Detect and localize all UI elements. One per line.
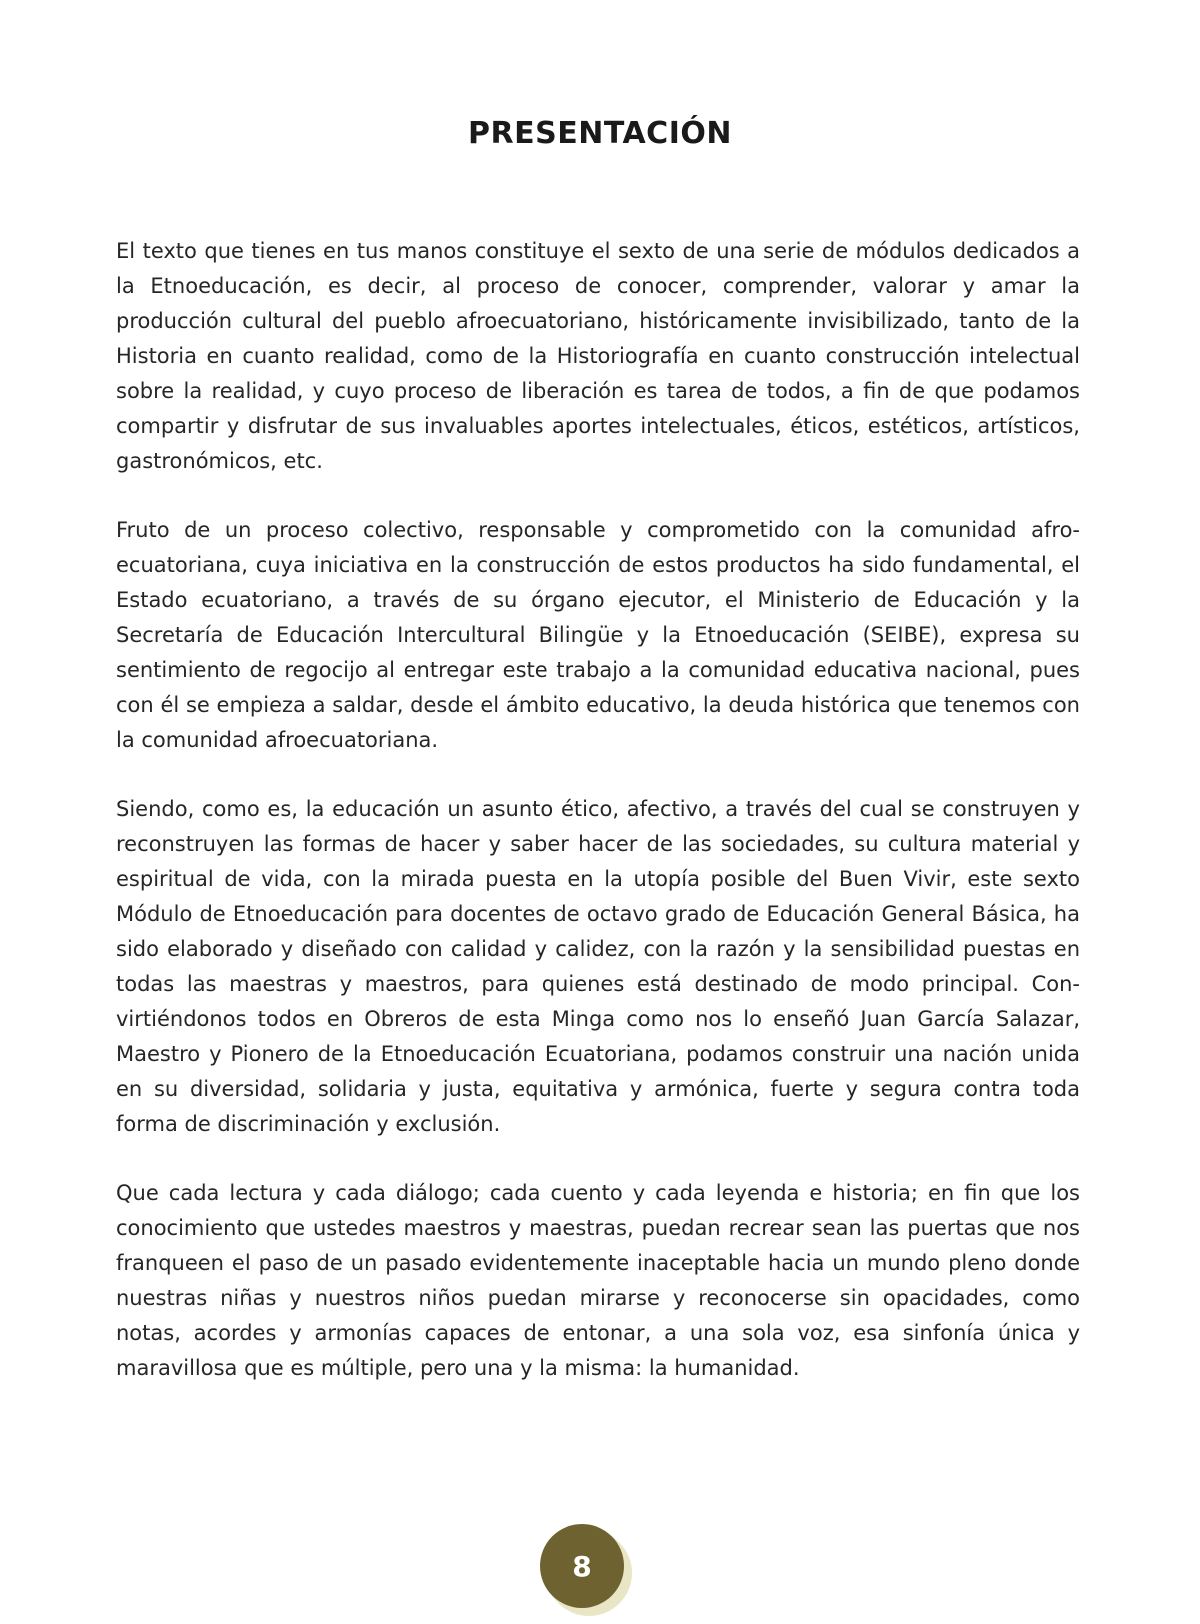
page-number-badge [540, 1524, 640, 1624]
body-text [116, 234, 1080, 1420]
paragraph-education-ethics: Siendo, como es, la educación un asunto ético, afectivo, a través del cual se construyen y reconstruyen las formas de hacer y saber hacer de las sociedades, su cultura material y espiritual de vida, con la mirada puesta en la utopía posible del Buen Vivir, este sexto Módulo de Etnoeducación para docentes de octavo grado de Educación General Básica, ha sido elaborado y diseñado con calidad y calidez, con la razón y la sensibilidad puestas en todas las maestras y maestros, para quienes está destinado de modo principal. Convirtiéndonos todos en Obreros de esta Minga como nos lo enseñó Juan García Salazar, Maestro y Pionero de la Etnoeducación Ecuatoriana, podamos construir una nación unida en su diversidad, solidaria y justa, equitativa y armónica, fuerte y segura contra toda forma de discriminación y exclusión. [116, 797, 1080, 1136]
page-number: 8 [540, 1524, 624, 1608]
paragraph-collective-process: Fruto de un proceso colectivo, responsable y comprometido con la comunidad afroecuatoriana, cuya iniciativa en la construcción de estos productos ha sido fundamental, el Estado ecuatoriano, a través de su órgano ejecutor, el Ministerio de Educación y la Secretaría de Educación Intercultural Bilingüe y la Etnoeducación (SEIBE), expresa su sentimiento de regocijo al entregar este trabajo a la comunidad educativa nacional, pues con él se empieza a saldar, desde el ámbito educativo, la deuda histórica que tenemos con la comunidad afroecuatoriana. [116, 518, 1080, 752]
paragraph-closing: Que cada lectura y cada diálogo; cada cuento y cada leyenda e historia; en fin que los conocimiento que ustedes maestros y maestras, puedan recrear sean las puertas que nos franqueen el paso de un pasado evidentemente inaceptable hacia un mundo pleno donde nuestras niñas y nuestros niños puedan mirarse y reconocerse sin opacidades, como notas, acordes y armonías capaces de entonar, a una sola voz, esa sinfonía única y maravillosa que es múltiple, pero una y la misma: la humanidad. [116, 1181, 1080, 1380]
page-title: PRESENTACIÓN [468, 116, 732, 151]
paragraph-intro: El texto que tienes en tus manos constituye el sexto de una serie de módulos dedicados a la Etnoeducación, es decir, al proceso de conocer, comprender, valorar y amar la producción cultural del pueblo afroecuatoriano, históricamente invisibilizado, tanto de la Historia en cuanto realidad, como de la Historiografía en cuanto construcción intelectual sobre la realidad, y cuyo proceso de liberación es tarea de todos, a fin de que podamos compartir y disfrutar de sus invaluables aportes intelectuales, éticos, estéticos, artísticos, gastronómicos, etc. [116, 239, 1080, 473]
